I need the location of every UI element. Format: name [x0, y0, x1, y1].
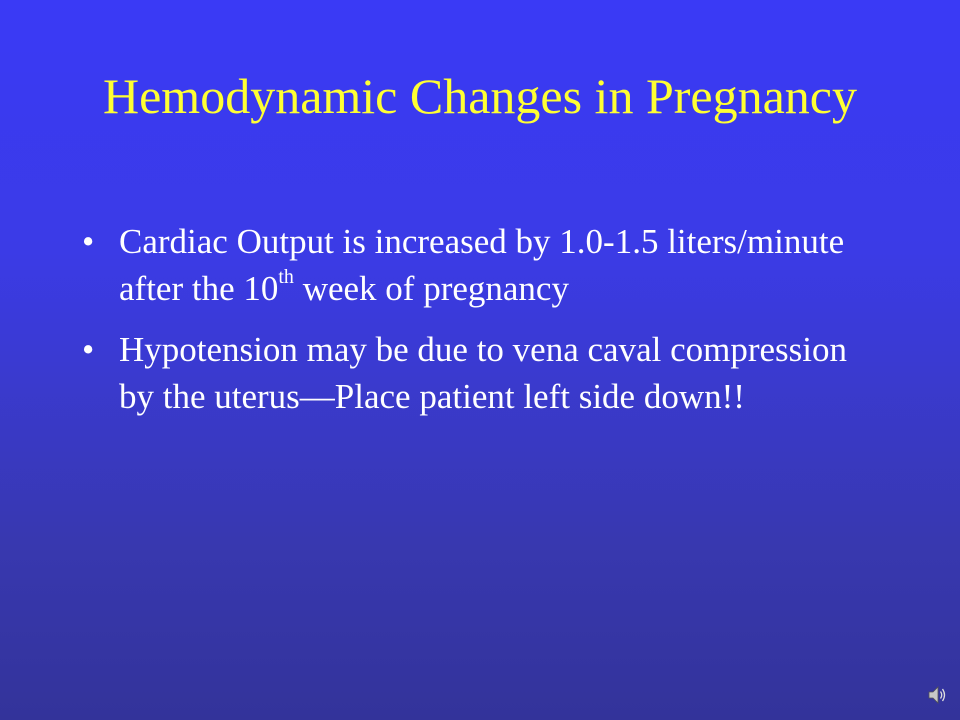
bullet-marker: • [82, 222, 95, 261]
bullet-text: Cardiac Output is increased by 1.0-1.5 liters/minute after the 10 [119, 222, 845, 308]
bullet-hypotension [82, 326, 882, 420]
speaker-icon[interactable] [926, 684, 948, 706]
bullet-text-continued: week of pregnancy [293, 269, 569, 308]
bullet-list [82, 218, 882, 434]
bullet-superscript: th [278, 266, 294, 289]
slide-title: Hemodynamic Changes in Pregnancy [103, 68, 857, 124]
bullet-marker: • [82, 330, 95, 369]
bullet-text: Hypotension may be due to vena caval compression by the uterus—Place patient left side down!! [119, 330, 847, 416]
bullet-cardiac-output [82, 218, 882, 312]
